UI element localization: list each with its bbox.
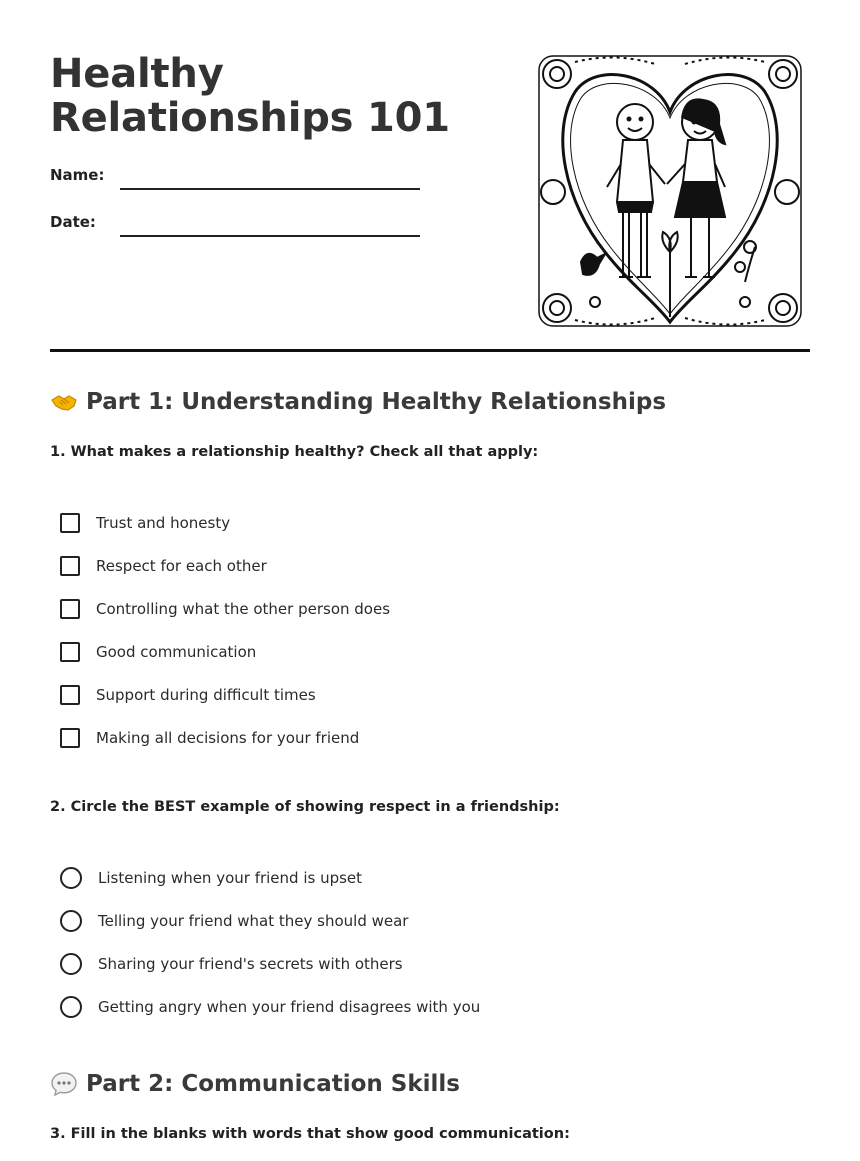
q1-option-2[interactable] <box>60 554 267 578</box>
radio-circle[interactable] <box>60 910 82 932</box>
speech-bubble-icon <box>50 1070 78 1098</box>
question-2: 2. Circle the BEST example of showing respect in a friendship: <box>50 799 560 815</box>
q2-option-1[interactable] <box>60 866 362 890</box>
name-field[interactable] <box>50 160 430 190</box>
name-label: Name: <box>50 166 105 184</box>
option-label: Sharing your friend's secrets with others <box>98 955 403 973</box>
checkbox[interactable] <box>60 685 80 705</box>
q1-option-4[interactable] <box>60 640 256 664</box>
radio-circle[interactable] <box>60 953 82 975</box>
handshake-icon <box>50 388 78 416</box>
part2-heading <box>50 1070 460 1098</box>
checkbox[interactable] <box>60 513 80 533</box>
question-1: 1. What makes a relationship healthy? Check all that apply: <box>50 444 539 460</box>
date-label: Date: <box>50 213 96 231</box>
worksheet-page <box>50 0 810 1142</box>
option-label: Respect for each other <box>96 557 267 575</box>
option-label: Telling your friend what they should wear <box>98 912 409 930</box>
q1-option-5[interactable] <box>60 683 316 707</box>
checkbox[interactable] <box>60 642 80 662</box>
date-field[interactable] <box>50 207 430 237</box>
checkbox[interactable] <box>60 599 80 619</box>
question-3: 3. Fill in the blanks with words that show good communication: <box>50 1126 570 1142</box>
header-divider <box>50 349 810 352</box>
option-label: Good communication <box>96 643 257 661</box>
option-label: Listening when your friend is upset <box>98 869 363 887</box>
option-label: Support during difficult times <box>96 686 316 704</box>
q1-option-3[interactable] <box>60 597 390 621</box>
q2-option-3[interactable] <box>60 952 403 976</box>
checkbox[interactable] <box>60 556 80 576</box>
radio-circle[interactable] <box>60 867 82 889</box>
option-label: Making all decisions for your friend <box>96 729 360 747</box>
page-title: Healthy Relationships 101 <box>50 51 450 141</box>
checkbox[interactable] <box>60 728 80 748</box>
q2-option-2[interactable] <box>60 909 408 933</box>
couple-heart-illustration <box>535 52 805 330</box>
worksheet-header <box>50 0 810 352</box>
part1-heading <box>50 388 666 416</box>
part2-heading-text: Part 2: Communication Skills <box>86 1071 460 1097</box>
option-label: Getting angry when your friend disagrees with you <box>98 998 481 1016</box>
q2-option-4[interactable] <box>60 995 480 1019</box>
radio-circle[interactable] <box>60 996 82 1018</box>
q1-option-1[interactable] <box>60 511 230 535</box>
name-line[interactable] <box>120 188 420 190</box>
option-label: Trust and honesty <box>96 514 231 532</box>
date-line[interactable] <box>120 235 420 237</box>
q1-option-6[interactable] <box>60 726 359 750</box>
option-label: Controlling what the other person does <box>96 600 391 618</box>
part1-heading-text: Part 1: Understanding Healthy Relationships <box>86 389 667 415</box>
